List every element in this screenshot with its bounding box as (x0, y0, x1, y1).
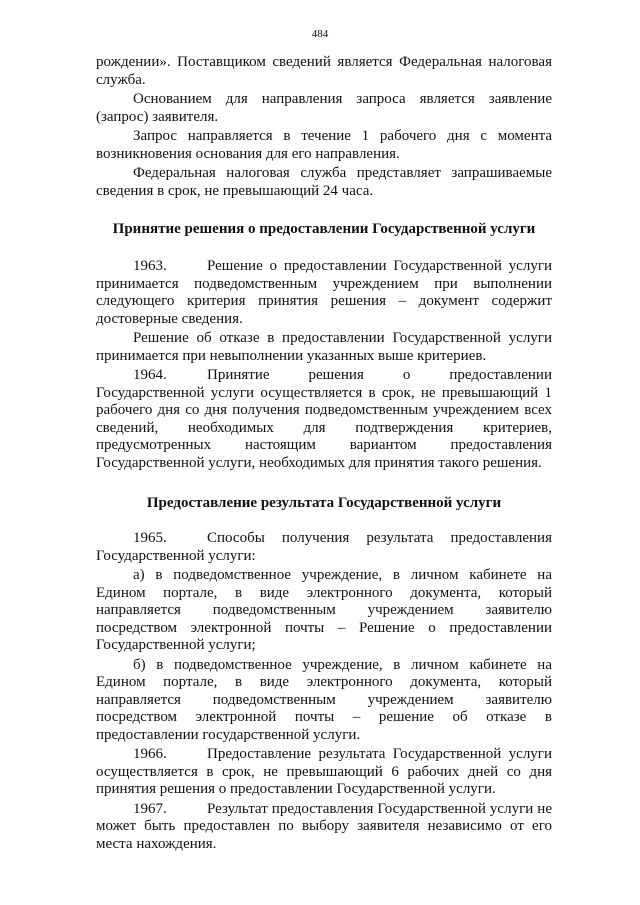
clause-1963 (96, 258, 552, 328)
clause-text-1967: Результат предоставления Государственной услуги не может быть предоставлен по выбору заявителя независимо от его места нахождения. (96, 800, 552, 852)
clause-1965 (96, 530, 552, 565)
section-heading-result: Предоставление результата Государственной услуги (146, 495, 502, 511)
clause-text-1965: Способы получения результата предоставления Государственной услуги: (96, 530, 552, 564)
clause-number-1963: 1963. (133, 258, 167, 274)
clause-text-1966: Предоставление результата Государственной услуги осуществляется в срок, не превышающий 6 рабочих дней со дня принятия решения о предоставлении Государственной услуги. (96, 746, 552, 797)
paragraph-request-timing: Запрос направляется в течение 1 рабочего дня с момента возникновения основания для его направления. (96, 128, 552, 162)
clause-number-1965: 1965. (133, 530, 167, 546)
page-content (96, 54, 552, 855)
clause-number-1966: 1966. (133, 746, 167, 762)
paragraph-fns-supplier: рождении». Поставщиком сведений является Федеральная налоговая служба. (96, 54, 552, 88)
clause-1964 (96, 367, 552, 472)
clause-1966 (96, 746, 552, 799)
page-number: 484 (311, 28, 329, 40)
clause-number-1964: 1964. (133, 367, 167, 383)
paragraph-request-basis: Основанием для направления запроса является заявление (запрос) заявителя. (96, 91, 552, 125)
clause-text-1963: Решение о предоставлении Государственной услуги принимается подведомственным учреждением при выполнении следующего критерия принятия решения – документ содержит достоверные сведения. (96, 258, 552, 327)
clause-text-1964: Принятие решения о предоставлении Государственной услуги осуществляется в срок, не превышающий 1 рабочего дня со дня получения подведомственным учреждением всех сведений, необходимых для подтверждения критериев, предусмотренных настоящим вариантом предоставления Государственной услуги, необходимых для принятия такого решения. (96, 367, 552, 471)
paragraph-fns-response: Федеральная налоговая служба представляет запрашиваемые сведения в срок, не превышающий 24 часа. (96, 165, 552, 199)
section-heading-decision: Принятие решения о предоставлении Государственной услуги (112, 221, 536, 237)
paragraph-refusal: Решение об отказе в предоставлении Государственной услуги принимается при невыполнении указанных выше критериев. (96, 330, 552, 364)
clause-1967 (96, 801, 552, 854)
clause-number-1967: 1967. (133, 800, 167, 817)
option-a: а) в подведомственное учреждение, в личном кабинете на Едином портале, в виде электронного документа, который направляется подведомственным учреждением заявителю посредством электронной почты – Решение о предоставлении Государственной услуги; (96, 567, 552, 653)
option-b: б) в подведомственное учреждение, в личном кабинете на Едином портале, в виде электронного документа, который направляется подведомственным учреждением заявителю посредством электронной почты – решение об отказе в предоставлении государственной услуги. (96, 656, 552, 743)
